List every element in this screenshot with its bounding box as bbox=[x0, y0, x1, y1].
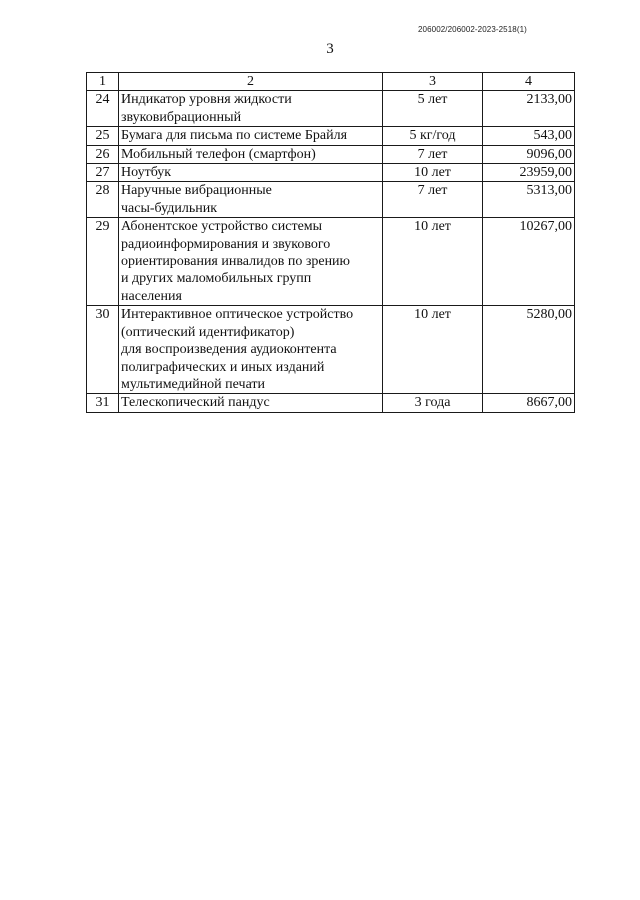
item-name-line: населения bbox=[121, 288, 182, 304]
table-row bbox=[87, 164, 575, 182]
row-number: 28 bbox=[87, 182, 119, 218]
item-name-line: Телескопический пандус bbox=[121, 395, 270, 411]
item-name-line: часы-будильник bbox=[121, 200, 218, 216]
item-name-line: Интерактивное оптическое устройство bbox=[121, 307, 354, 323]
item-name-line: и других маломобильных групп bbox=[121, 271, 312, 287]
usage-term: 10 лет bbox=[383, 306, 483, 394]
item-name-line: звуковибрационный bbox=[121, 109, 242, 125]
table-row bbox=[87, 127, 575, 145]
usage-term: 3 года bbox=[383, 394, 483, 412]
row-number: 31 bbox=[87, 394, 119, 412]
usage-term: 7 лет bbox=[383, 145, 483, 163]
table-row bbox=[87, 91, 575, 127]
row-number: 25 bbox=[87, 127, 119, 145]
item-name-line: полиграфических и иных изданий bbox=[121, 359, 325, 375]
row-number: 30 bbox=[87, 306, 119, 394]
usage-term: 10 лет bbox=[383, 164, 483, 182]
item-name bbox=[119, 182, 383, 218]
item-name-line: Наручные вибрационные bbox=[121, 183, 272, 199]
item-name bbox=[119, 91, 383, 127]
item-price: 2133,00 bbox=[483, 91, 575, 127]
item-name-line: Индикатор уровня жидкости bbox=[121, 92, 292, 108]
document-reference: 206002/206002-2023-2518(1) bbox=[418, 25, 527, 34]
item-price: 10267,00 bbox=[483, 218, 575, 306]
usage-term: 5 лет bbox=[383, 91, 483, 127]
table-row bbox=[87, 145, 575, 163]
item-price: 5313,00 bbox=[483, 182, 575, 218]
row-number: 27 bbox=[87, 164, 119, 182]
item-price: 23959,00 bbox=[483, 164, 575, 182]
item-name bbox=[119, 127, 383, 145]
item-name-line: (оптический идентификатор) bbox=[121, 324, 295, 340]
column-header-term: 3 bbox=[383, 73, 483, 91]
table-row bbox=[87, 218, 575, 306]
table-body bbox=[87, 73, 575, 413]
item-name bbox=[119, 218, 383, 306]
item-name bbox=[119, 394, 383, 412]
table-row bbox=[87, 182, 575, 218]
item-price: 543,00 bbox=[483, 127, 575, 145]
item-name-line: Абонентское устройство системы bbox=[121, 219, 323, 235]
item-name-line: для воспроизведения аудиоконтента bbox=[121, 342, 337, 358]
column-header-name: 2 bbox=[119, 73, 383, 91]
item-price: 9096,00 bbox=[483, 145, 575, 163]
item-name-line: Ноутбук bbox=[121, 165, 172, 181]
table-row bbox=[87, 306, 575, 394]
item-name bbox=[119, 164, 383, 182]
item-price: 5280,00 bbox=[483, 306, 575, 394]
table-row bbox=[87, 394, 575, 412]
usage-term: 5 кг/год bbox=[383, 127, 483, 145]
row-number: 26 bbox=[87, 145, 119, 163]
item-name bbox=[119, 306, 383, 394]
column-header-price: 4 bbox=[483, 73, 575, 91]
row-number: 29 bbox=[87, 218, 119, 306]
item-name bbox=[119, 145, 383, 163]
item-name-line: радиоинформирования и звукового bbox=[121, 236, 331, 252]
item-name-line: Бумага для письма по системе Брайля bbox=[121, 128, 348, 144]
table-header-row bbox=[87, 73, 575, 91]
item-name-line: ориентирования инвалидов по зрению bbox=[121, 254, 351, 270]
usage-term: 10 лет bbox=[383, 218, 483, 306]
row-number: 24 bbox=[87, 91, 119, 127]
item-name-line: мультимедийной печати bbox=[121, 376, 266, 392]
column-header-number: 1 bbox=[87, 73, 119, 91]
item-price: 8667,00 bbox=[483, 394, 575, 412]
usage-term: 7 лет bbox=[383, 182, 483, 218]
page-number: 3 bbox=[326, 41, 334, 57]
item-name-line: Мобильный телефон (смартфон) bbox=[121, 146, 316, 162]
equipment-table bbox=[86, 72, 575, 413]
